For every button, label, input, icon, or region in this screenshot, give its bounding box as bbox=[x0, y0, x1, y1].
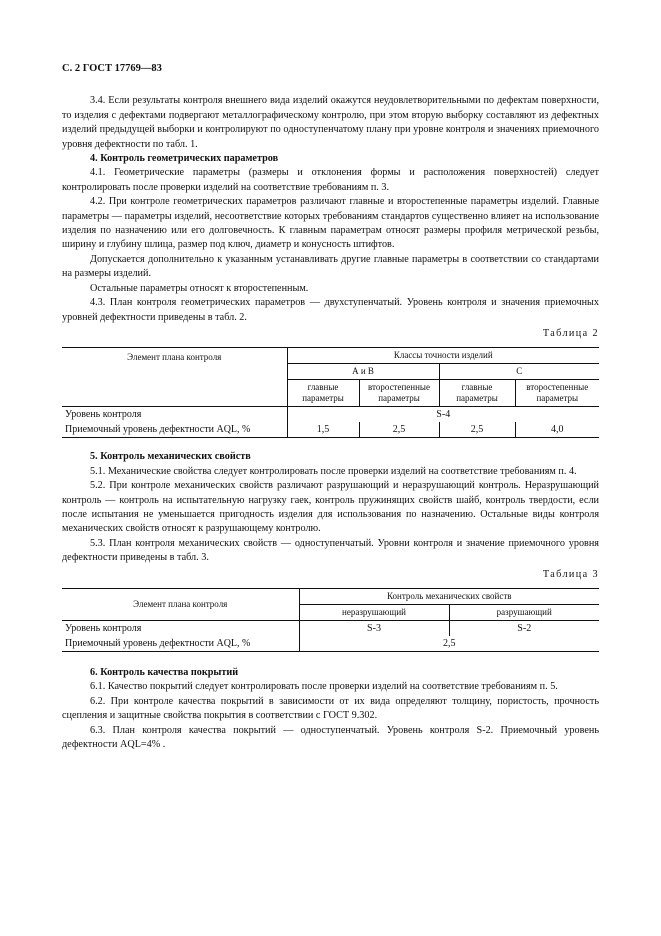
table-2-header-ab: А и В bbox=[287, 364, 439, 380]
table-2-row-level-label: Уровень контроля bbox=[65, 409, 142, 421]
paragraph-5-2: 5.2. При контроле механических свойств различают разрушающий и неразрушающий контроль. Неразрушающий контроль — контроль на испытательную нагрузку гаек, контроль пружинящих свойств шайб, контроль твердости, если после испытания не уменьшается пригодность изделия для использования по назначению. Остальные виды контроля механических свойств относят к разрушающему контролю. bbox=[62, 480, 599, 535]
table-3-header-element: Элемент плана контроля bbox=[62, 588, 299, 620]
table-2-sub-secondary-c: второстепенные параметры bbox=[515, 380, 599, 407]
table-3 bbox=[62, 588, 599, 652]
table-2-row-aql-value: 2,5 bbox=[359, 422, 439, 438]
paragraph-3-4: 3.4. Если результаты контроля внешнего вида изделий окажутся неудовлетворительными по дефектам поверхности, то изделия с дефектами подвергают металлографическому контролю, при этом вторую выборку составляют из дефектных изделий предыдущей выборки и контролируют по одноступенчатому плану при уровне контроля и значениях приемочного уровня дефектности по табл. 1. bbox=[62, 95, 599, 150]
paragraph-5-1: 5.1. Механические свойства следует контролировать после проверки изделий на соответствие требованиям п. 4. bbox=[90, 465, 577, 477]
table-2 bbox=[62, 347, 599, 438]
table-3-caption: Таблица 3 bbox=[542, 568, 599, 580]
table-3-header-nondestructive: неразрушающий bbox=[299, 604, 449, 620]
table-2-row-aql-label: Приемочный уровень дефектности AQL, % bbox=[65, 424, 251, 436]
table-2-header-element: Элемент плана контроля bbox=[62, 348, 287, 407]
table-2-header-c: С bbox=[439, 364, 599, 380]
table-2-row-aql-value: 2,5 bbox=[439, 422, 515, 438]
section-5-title: 5. Контроль механических свойств bbox=[90, 451, 251, 463]
table-3-row-level-value: S-3 bbox=[299, 620, 449, 636]
table-2-sub-secondary-ab: второстепенные параметры bbox=[359, 380, 439, 407]
table-3-header-control: Контроль механических свойств bbox=[299, 588, 599, 604]
paragraph-6-3: 6.3. План контроля качества покрытий — одноступенчатый. Уровень контроля S-2. Приемочный уровень дефектности AQL=4% . bbox=[62, 724, 599, 750]
section-6-title: 6. Контроль качества покрытий bbox=[90, 666, 239, 678]
table-3-row-level-label: Уровень контроля bbox=[65, 622, 142, 634]
table-3-row-aql-value: 2,5 bbox=[299, 636, 599, 652]
table-2-caption: Таблица 2 bbox=[542, 327, 599, 339]
paragraph-4-2c: Остальные параметры относят к второстепенным. bbox=[90, 282, 309, 294]
paragraph-6-2: 6.2. При контроле качества покрытий в зависимости от их вида определяют толщину, пористость, прочность сцепления и защитные свойства покрытия в соответствии с ГОСТ 9.302. bbox=[62, 695, 599, 722]
page-header: С. 2 ГОСТ 17769—83 bbox=[62, 63, 162, 74]
table-3-row-level-value: S-2 bbox=[449, 620, 599, 636]
table-3-header-destructive: разрушающий bbox=[449, 604, 599, 620]
table-2-header-classes: Классы точности изделий bbox=[287, 348, 599, 364]
table-2-row-level-value: S-4 bbox=[287, 407, 599, 423]
paragraph-4-1: 4.1. Геометрические параметры (размеры и отклонения формы и расположения поверхностей) следует контролировать после проверки изделий на соответствие требованиям п. 3. bbox=[62, 167, 599, 193]
paragraph-5-3: 5.3. План контроля механических свойств — одноступенчатый. Уровни контроля и значение приемочного уровня дефектности приведены в табл. 3. bbox=[62, 537, 599, 564]
paragraph-4-2: 4.2. При контроле геометрических параметров различают главные и второстепенные параметры изделий. Главные параметры — параметры изделий, несоответствие которых требованиям стандартов существенно влияет на использование изделия по назначению или его долговечность. К главным параметрам относят размеры профиля метрической резьбы, ширину и глубину шлица, размер под ключ, диаметр и конусность штифтов. bbox=[62, 196, 599, 251]
table-2-sub-main-c: главные параметры bbox=[439, 380, 515, 407]
paragraph-4-3: 4.3. План контроля геометрических параметров — двухступенчатый. Уровень контроля и значения приемочных уровней дефектности приведены в табл. 2. bbox=[62, 297, 599, 323]
table-2-sub-main-ab: главные параметры bbox=[287, 380, 359, 407]
paragraph-4-2b: Допускается дополнительно к указанным устанавливать другие главные параметры в соответствии со стандартами на размеры изделий. bbox=[62, 253, 599, 280]
document-page bbox=[62, 62, 599, 752]
table-2-row-aql-value: 1,5 bbox=[287, 422, 359, 438]
section-4-title: 4. Контроль геометрических параметров bbox=[90, 153, 279, 165]
paragraph-6-1: 6.1. Качество покрытий следует контролировать после проверки изделий на соответствие требованиям п. 5. bbox=[90, 681, 558, 693]
table-3-row-aql-label: Приемочный уровень дефектности AQL, % bbox=[65, 637, 251, 649]
table-2-row-aql-value: 4,0 bbox=[515, 422, 599, 438]
